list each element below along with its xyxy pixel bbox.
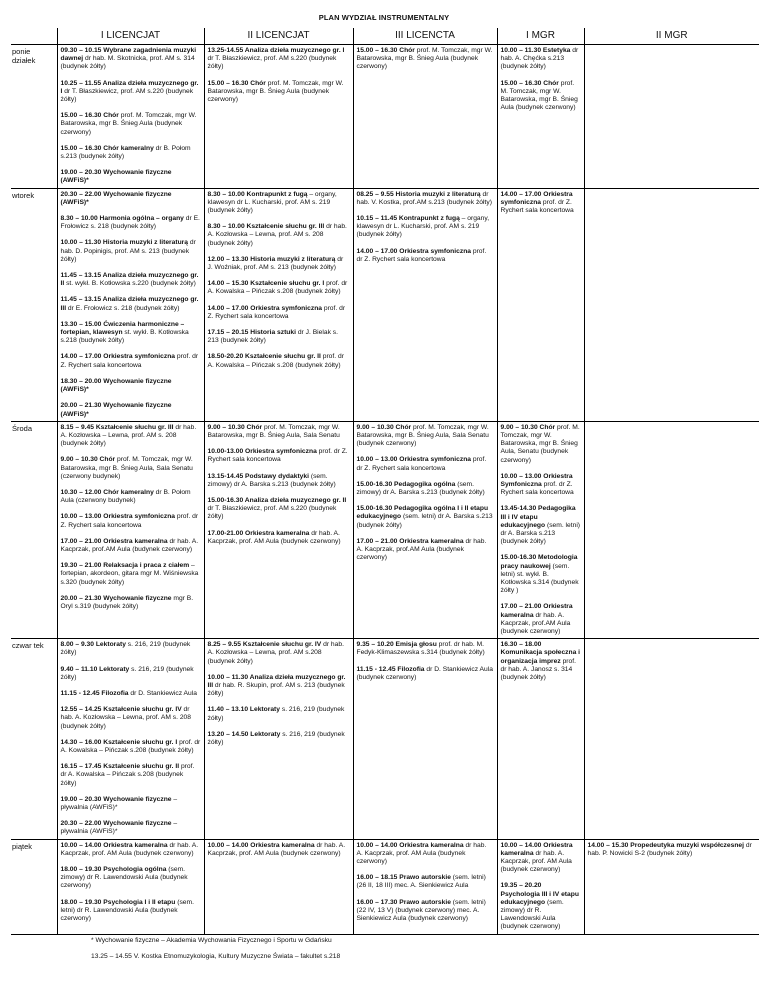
class-title: 10.00 – 11.30 Analiza dzieła muzycznego gr. III — [207, 673, 346, 689]
class-title: 11.15 - 12.45 Filozofia — [60, 689, 129, 697]
class-title: 15.00 – 16.30 Chór — [60, 112, 119, 120]
cell-i-mgr — [497, 639, 584, 839]
class-entry — [501, 505, 581, 546]
class-entry — [357, 47, 494, 72]
class-title: 16.00 – 18.15 Prawo autorskie — [356, 874, 451, 882]
class-details: dr B. Połom s.213 (budynek żółty) — [60, 144, 191, 161]
cell-i-mgr — [497, 839, 584, 934]
class-entry — [61, 239, 201, 264]
day-row — [11, 421, 759, 638]
class-title: 9.35 – 10.20 Emisja głosu — [356, 641, 437, 649]
class-title: 10.00 – 13.00 Orkiestra symfoniczna — [356, 456, 471, 464]
class-title: 09.30 – 10.15 Wybrane zagadnienia muzyki dawnej — [60, 47, 197, 63]
class-entry — [61, 489, 201, 505]
class-title: 16.00 – 17.30 Prawo autorskie — [356, 898, 451, 906]
class-title: 15.00 – 16.30 Chór — [500, 79, 559, 87]
class-title: 17.00 – 21.00 Orkiestra kameralna — [356, 537, 464, 545]
class-entry — [208, 641, 350, 666]
class-details: – fortepian, akordeon, gitara mgr M. Wiśniewska s.320 (budynek żółty) — [60, 562, 199, 586]
class-details: prof. dr Z. Rychert sala koncertowa — [356, 247, 487, 263]
class-entry — [357, 456, 494, 472]
class-details: (sem. letni) (26 II, 18 III) mec. A. Sienkiewicz Aula — [356, 874, 486, 890]
cell-i-licencjat — [57, 839, 204, 934]
class-details: dr J. Woźniak, prof. AM s. 213 (budynek żółty) — [207, 255, 344, 272]
class-entry — [61, 595, 201, 611]
class-entry — [357, 538, 494, 563]
class-title: 18.30 – 20.00 Wychowanie fizyczne (AWFiS)* — [60, 377, 172, 394]
class-title: 13.45-14.30 Pedagogika III i IV etapu edukacyjnego — [500, 505, 576, 529]
class-details: dr D. Stankiewicz Aula (budynek czerwony) — [356, 665, 493, 681]
class-entry — [61, 739, 201, 755]
class-details: dr hab. P. Nowicki S-2 (budynek żółty) — [587, 841, 752, 857]
class-entry — [208, 448, 350, 464]
class-details: st. wykł. B. Kotłowska s.218 (budynek żółty) — [60, 329, 189, 345]
class-title: 19.00 – 20.30 Wychowanie fizyczne — [60, 795, 172, 803]
class-details: dr hab. R. Skupin, prof. AM s. 213 (budynek żółty) — [207, 681, 345, 698]
class-entry — [357, 842, 494, 867]
class-title: 10.00 – 13.00 Orkiestra symfoniczna — [60, 513, 175, 521]
class-details: dr B. Połom Aula (czerwony budynek) — [60, 488, 191, 505]
cell-ii-mgr — [584, 839, 759, 934]
class-entry — [208, 842, 350, 858]
class-title: 8.15 – 9.45 Kształcenie słuchu gr. III — [60, 423, 174, 431]
class-title: 15.00 – 16.30 Chór — [356, 47, 415, 54]
class-entry — [588, 842, 757, 858]
cell-i-licencjat — [57, 639, 204, 839]
header-i-mgr: I MGR — [497, 28, 584, 45]
class-entry — [208, 353, 350, 369]
class-entry — [61, 353, 201, 369]
schedule-body — [11, 45, 759, 964]
class-details: s. 216, 219 (budynek żółty) — [207, 706, 345, 722]
class-title: 18.00 – 19.30 Psychologia I i II etapu — [60, 898, 176, 906]
cell-iii-licencjat — [353, 188, 497, 421]
class-details: dr hab. A. Kacprzak, prof.AM Aula (budynek czerwony) — [60, 537, 199, 553]
class-details: dr hab. A. Chęćka s.213 (budynek żółty) — [500, 47, 579, 71]
day-row — [11, 188, 759, 421]
day-row — [11, 839, 759, 934]
class-entry — [61, 456, 201, 481]
class-entry — [501, 424, 581, 465]
day-row — [11, 45, 759, 189]
class-details: prof. dr Z. Rychert sala koncertowa — [207, 304, 346, 320]
class-entry — [61, 145, 201, 161]
class-title: 10.15 – 11.45 Kontrapunkt z fugą — [356, 215, 460, 223]
class-details: dr hab. A. Kozłowska – Lewna, prof. AM s.208 (budynek żółty) — [207, 641, 344, 665]
class-title: 14.00 – 15.30 Propedeutyka muzyki współczesnej — [587, 841, 744, 849]
class-title: 15.00-16.30 Metodologia pracy naukowej — [500, 554, 578, 570]
class-entry — [208, 329, 350, 345]
class-entry — [501, 191, 581, 216]
class-details: dr E. Frołowicz s. 218 (budynek żółty) — [66, 304, 180, 312]
day-label: piątek — [11, 839, 57, 934]
class-entry — [357, 641, 494, 657]
class-details: dr hab. A. Kacprzak, prof. AM Aula (budynek czerwony) — [356, 841, 487, 866]
class-entry — [501, 473, 581, 498]
class-entry — [357, 874, 494, 890]
class-entry — [61, 169, 201, 185]
cell-iii-licencjat — [353, 421, 497, 638]
class-title: 10.00 – 14.00 Orkiestra kameralna — [207, 841, 315, 849]
class-details: (sem. zimowy) dr A. Barska s.213 (budynek żółty) — [207, 472, 336, 488]
class-title: 8.30 – 10.00 Kontrapunkt z fugą — [207, 190, 308, 198]
class-entry — [208, 473, 350, 489]
class-entry — [357, 248, 494, 264]
class-entry — [208, 80, 350, 105]
class-entry — [61, 402, 201, 418]
class-entry — [357, 481, 494, 497]
day-label: ponie działek — [11, 45, 57, 189]
class-details: (sem. letni) dr R. Lawendowski Aula (budynek czerwony) — [60, 898, 194, 923]
class-entry — [61, 112, 201, 137]
class-details: prof. dr Z. Rychert sala koncertowa — [500, 480, 574, 497]
class-details: dr hab. A. Kacprzak, prof. AM Aula (budynek czerwony) — [207, 841, 346, 857]
class-title: 19.00 – 20.30 Wychowanie fizyczne (AWFiS)* — [60, 169, 172, 185]
class-details: prof. dr Z. Rychert sala koncertowa — [60, 513, 199, 529]
class-title: 20.00 – 21.30 Wychowanie fizyczne (AWFiS)* — [60, 402, 172, 418]
cell-iii-licencjat — [353, 839, 497, 934]
class-entry — [208, 191, 350, 216]
class-title: 11.45 – 13.15 Analiza dzieła muzycznego gr. III — [60, 296, 199, 312]
cell-i-mgr — [497, 188, 584, 421]
class-details: dr T. Błaszkiewicz, prof. AM s.220 (budynek żółty) — [207, 505, 337, 521]
class-entry — [61, 191, 201, 207]
class-entry — [61, 513, 201, 529]
class-details: dr hab. D. Popinigis, prof. AM s. 213 (budynek żółty) — [60, 239, 196, 263]
class-title: 15.00-16.30 Pedagogika ogólna I i II etapu edukacyjnego — [356, 505, 489, 521]
header-day — [11, 28, 57, 45]
class-title: 08.25 – 9.55 Historia muzyki z literaturą — [356, 190, 481, 198]
class-title: 17.00-21.00 Orkiestra kameralna — [207, 529, 310, 537]
class-title: 10.30 – 12.00 Chór kameralny — [60, 488, 154, 496]
class-title: 8.30 – 10.00 Kształcenie słuchu gr. III — [207, 223, 325, 231]
cell-i-licencjat — [57, 188, 204, 421]
class-entry — [357, 505, 494, 530]
class-entry — [357, 666, 494, 682]
class-details: (sem. letni) dr A. Barska s.213 (budynek żółty) — [356, 513, 493, 529]
class-entry — [61, 47, 201, 72]
class-title: 20.00 – 21.30 Wychowanie fizyczne — [60, 594, 172, 602]
class-entry — [208, 280, 350, 296]
class-entry — [61, 80, 201, 105]
class-details: s. 216, 219 (budynek żółty) — [207, 730, 345, 746]
day-row — [11, 639, 759, 839]
cell-i-licencjat — [57, 45, 204, 189]
class-title: 9.40 – 11.10 Lektoraty — [60, 665, 130, 673]
page-title: PLAN WYDZIAŁ INSTRUMENTALNY — [318, 13, 450, 22]
class-title: 17.00 – 21.00 Orkiestra kameralna — [500, 603, 573, 619]
class-entry — [501, 80, 581, 113]
class-title: 19.35 – 20.20 Psychologia III i IV etapu edukacyjnego — [500, 882, 579, 906]
class-entry — [61, 899, 201, 924]
class-title: 15.00 – 16.30 Chór kameralny — [60, 144, 154, 152]
class-details: s. 216, 219 (budynek żółty) — [60, 665, 194, 681]
class-title: 10.25 – 11.55 Analiza dzieła muzycznego gr. I — [60, 79, 199, 95]
class-details: dr hab. M. Skotnicka, prof. AM s. 314 (budynek żółty) — [60, 55, 195, 71]
class-entry — [61, 763, 201, 788]
class-details: dr T. Błaszkiewicz, prof. AM s.220 (budynek żółty) — [207, 55, 337, 71]
class-title: 9.00 – 10.30 Chór — [356, 423, 412, 431]
class-entry — [208, 424, 350, 440]
class-title: 9.00 – 10.30 Chór — [500, 423, 556, 431]
class-entry — [208, 47, 350, 72]
class-entry — [208, 530, 350, 546]
class-entry — [208, 223, 350, 248]
cell-iii-licencjat — [353, 45, 497, 189]
class-details: dr E. Frołowicz s. 218 (budynek żółty) — [60, 215, 200, 231]
footnote-1: * Wychowanie fizyczne – Akademia Wychowania Fizycznego i Sportu w Gdańsku — [91, 936, 332, 944]
cell-ii-mgr — [584, 421, 759, 638]
class-details: prof. dr A. Kowalska – Pińczak s.208 (budynek żółty) — [207, 353, 344, 369]
class-details: prof. M. Tomczak, mgr W. Batarowska, mgr B. Śnieg Aula, Sala Senatu — [207, 423, 340, 439]
cell-ii-mgr — [584, 188, 759, 421]
class-entry — [357, 424, 494, 449]
class-title: 11.15 - 12.45 Filozofia — [356, 665, 425, 673]
day-label: wtorek — [11, 188, 57, 421]
class-details: prof. M. Tomczak, mgr W. Batarowska, mgr B. Śnieg Aula (budynek czerwony) — [207, 79, 344, 104]
header-ii-licencjat: II LICENCJAT — [204, 28, 353, 45]
header-row — [11, 28, 759, 45]
class-details: mgr B. Oryl s.319 (budynek żółty) — [60, 594, 194, 610]
class-details: dr D. Stankiewicz Aula — [128, 689, 197, 697]
class-title: 10.00 – 14.00 Orkiestra kameralna — [356, 841, 464, 849]
class-title: 9.00 – 10.30 Chór — [207, 423, 263, 431]
class-title: 9.00 – 10.30 Chór — [60, 456, 116, 464]
class-title: 8.30 – 10.00 Harmonia ogólna – organy — [60, 215, 184, 223]
cell-ii-licencjat — [204, 421, 353, 638]
class-title: 10.00 – 14.00 Orkiestra kameralna — [500, 841, 573, 857]
class-details: prof. M. Tomczak, mgr W. Batarowska, mgr B. Śnieg Aula (budynek czerwony) — [500, 79, 578, 112]
class-details: (sem. letni) (22 IV, 13 V) (budynek czerwony) mec. A. Sienkiewicz Aula (budynek czerwony) — [356, 898, 486, 923]
class-entry — [61, 820, 201, 836]
class-entry — [61, 424, 201, 449]
class-details: – organy, klawesyn dr L. Kucharski, prof. AM s. 219 (budynek żółty) — [356, 215, 490, 239]
class-entry — [61, 641, 201, 657]
class-title: 11.40 – 13.10 Lektoraty — [207, 706, 280, 714]
schedule-table — [11, 28, 759, 963]
class-entry — [61, 321, 201, 346]
class-entry — [208, 706, 350, 722]
class-title: 16.15 – 17.45 Kształcenie słuchu gr. II — [60, 763, 180, 771]
cell-ii-mgr — [584, 45, 759, 189]
class-details: (sem. letni) dr A. Barska s.213 (budynek żółty) — [500, 521, 581, 546]
class-entry — [61, 690, 201, 698]
class-title: 8.25 – 9.55 Kształcenie słuchu gr. IV — [207, 641, 322, 649]
class-details: prof. dr Z. Rychert sala koncertowa — [60, 353, 199, 369]
class-details: prof. dr hab. A. Janosz s. 314 (budynek żółty) — [500, 657, 576, 681]
footnotes — [11, 934, 759, 963]
footnote-row — [11, 934, 759, 963]
class-title: 14.30 – 16.00 Kształcenie słuchu gr. I — [60, 738, 178, 746]
class-entry — [61, 562, 201, 587]
class-entry — [61, 666, 201, 682]
class-title: 14.00 – 17.00 Orkiestra symfoniczna — [500, 190, 573, 206]
class-details: dr T. Błaszkiewicz, prof. AM s.220 (budynek żółty) — [60, 87, 194, 104]
class-entry — [61, 842, 201, 858]
class-details: dr hab. V. Kostka, prof.AM s.213 (budynek żółty) — [356, 190, 492, 206]
class-details: – organy, klawesyn dr L. Kucharski, prof. AM s. 219 (budynek żółty) — [207, 190, 337, 215]
class-details: prof. M. Tomczak, mgr W. Batarowska, mgr B. Śnieg Aula, Sala Senatu (czerwony budynek) — [60, 456, 193, 480]
class-entry — [61, 796, 201, 812]
class-title: 11.45 – 13.15 Analiza dzieła muzycznego gr. II — [60, 272, 199, 288]
cell-i-mgr — [497, 45, 584, 189]
class-entry — [501, 842, 581, 875]
class-entry — [208, 674, 350, 699]
class-details: dr hab. A. Kacprzak, prof.AM Aula (budynek czerwony) — [356, 537, 487, 562]
class-title: 14.00 – 17.00 Orkiestra symfoniczna — [356, 247, 471, 255]
class-entry — [501, 47, 581, 72]
class-title: 18.50-20.20 Kształcenie słuchu gr. II — [207, 353, 321, 361]
class-details: dr hab. A. Kozłowska – Lewna, prof. AM s. 208 (budynek żółty) — [207, 223, 347, 247]
class-details: prof. M. Tomczak, mgr W. Batarowska, mgr B. Śnieg Aula, Sala Senatu (budynek czerwony) — [356, 423, 489, 448]
class-details: (sem. zimowy) dr A. Barska s.213 (budynek żółty) — [356, 480, 485, 496]
class-entry — [357, 191, 494, 207]
class-details: prof. dr A. Kowalska – Pińczak s.208 (budynek żółty) — [207, 280, 348, 296]
class-title: 19.30 – 21.00 Relaksacja i praca z ciałem — [60, 562, 190, 570]
class-details: s. 216, 219 (budynek żółty) — [60, 641, 191, 657]
class-title: 12.55 – 14.25 Kształcenie słuchu gr. IV — [60, 706, 182, 714]
class-title: 15.00-16.30 Pedagogika ogólna — [356, 480, 456, 488]
class-details: prof. dr A. Kowalska – Pińczak s.208 (budynek żółty) — [60, 763, 195, 787]
class-title: 13.30 – 15.00 Ćwiczenia harmoniczne – fortepian, klawesyn — [60, 320, 185, 337]
class-title: 17.00 – 21.00 Orkiestra kameralna — [60, 537, 168, 545]
class-title: 16.30 – 18.00 Komunikacja społeczna i organizacja imprez — [500, 641, 581, 665]
class-title: 10.00 – 11.30 Estetyka — [500, 47, 571, 54]
cell-ii-licencjat — [204, 45, 353, 189]
class-details: – pływalnia (AWFiS)* — [60, 820, 178, 836]
class-details: prof. dr A. Kowalska – Pińczak s.208 (budynek żółty) — [60, 738, 201, 754]
header-i-licencjat: I LICENCJAT — [57, 28, 204, 45]
class-title: 13.15-14.45 Podstawy dydaktyki — [207, 472, 309, 480]
header-iii-licencjat: III LICENCTA — [353, 28, 497, 45]
day-label: Środa — [11, 421, 57, 638]
class-title: 10.00 – 11.30 Historia muzyki z literaturą — [60, 239, 188, 247]
cell-ii-licencjat — [204, 839, 353, 934]
class-entry — [208, 305, 350, 321]
class-title: 10.00 – 14.00 Orkiestra kameralna — [60, 841, 168, 849]
class-entry — [357, 899, 494, 924]
class-title: 20.30 – 22.00 Wychowanie fizyczne — [60, 820, 172, 828]
cell-ii-licencjat — [204, 639, 353, 839]
class-entry — [208, 256, 350, 272]
class-details: dr hab. A. Kacprzak, prof.AM Aula (budynek czerwony) — [500, 611, 571, 635]
class-details: dr hab. A. Kacprzak, prof. AM Aula (budynek czerwony) — [500, 849, 572, 874]
class-details: prof. M. Tomczak, mgr W. Batarowska, mgr B. Śnieg Aula, Senatu (budynek czerwony) — [500, 423, 580, 464]
class-entry — [501, 641, 581, 682]
class-details: (sem. zimowy) dr R. Lawendowski Aula (budynek czerwony) — [60, 866, 188, 890]
class-title: 15.00-16.30 Analiza dzieła muzycznego gr. II — [207, 496, 347, 504]
class-entry — [61, 296, 201, 312]
class-details: prof. M. Tomczak, mgr W. Batarowska, mgr B. Śnieg Aula (budynek czerwony) — [356, 47, 493, 71]
class-details: dr hab. A. Kacprzak, prof. AM Aula (budynek czerwony) — [207, 529, 341, 545]
class-title: 10.00-13.00 Orkiestra symfoniczna — [207, 448, 317, 456]
class-details: prof. dr Z. Rychert sala koncertowa — [207, 448, 348, 464]
class-entry — [357, 215, 494, 240]
class-entry — [61, 866, 201, 891]
class-details: st. wykł. B. Kotłowska s.220 (budynek żółty) — [64, 280, 196, 288]
class-entry — [61, 538, 201, 554]
class-details: prof. dr Z. Rychert sala koncertowa — [356, 456, 487, 472]
class-title: 14.00 – 17.00 Orkiestra symfoniczna — [60, 353, 175, 361]
class-details: prof. dr hab. M. Fedyk-Klimaszewska s.314 (budynek żółty) — [356, 641, 485, 657]
class-title: 15.00 – 16.30 Chór — [207, 79, 266, 87]
cell-ii-mgr — [584, 639, 759, 839]
class-entry — [501, 603, 581, 636]
class-title: 18.00 – 19.30 Psychologia ogólna — [60, 866, 167, 874]
class-title: 13.20 – 14.50 Lektoraty — [207, 730, 281, 738]
class-entry — [501, 554, 581, 595]
class-details: (sem. letni) st. wykł. B. Kotłowska s.314 (budynek żółty ) — [500, 562, 579, 595]
footnote-2: 13.25 – 14.55 V. Kostka Etnomuzykologia, Kultury Muzyczne Świata – fakultet s.218 — [91, 952, 341, 960]
class-title: 20.30 – 22.00 Wychowanie fizyczne (AWFiS)* — [60, 190, 172, 206]
header-ii-mgr: II MGR — [584, 28, 759, 45]
class-entry — [501, 882, 581, 931]
class-entry — [61, 706, 201, 731]
cell-i-licencjat — [57, 421, 204, 638]
cell-i-mgr — [497, 421, 584, 638]
class-title: 10.00 – 13.00 Orkiestra Symfoniczna — [500, 472, 573, 488]
cell-iii-licencjat — [353, 639, 497, 839]
class-title: 17.15 – 20.15 Historia sztuki — [207, 329, 296, 337]
class-details: dr J. Bielak s. 213 (budynek żółty) — [207, 329, 338, 345]
class-entry — [61, 378, 201, 394]
class-title: 8.00 – 9.30 Lektoraty — [60, 641, 126, 649]
class-details: prof. M. Tomczak, mgr W. Batarowska, mgr B. Śnieg Aula (budynek czerwony) — [60, 112, 197, 136]
class-title: 12.00 – 13.30 Historia muzyki z literaturą — [207, 255, 336, 263]
day-label: czwar tek — [11, 639, 57, 839]
class-entry — [208, 731, 350, 747]
class-entry — [61, 215, 201, 231]
class-entry — [208, 497, 350, 522]
class-details: – pływalnia (AWFiS)* — [60, 795, 178, 812]
class-details: prof. dr Z. Rychert sala koncertowa — [500, 198, 574, 215]
class-details: dr hab. A. Kozłowska – Lewna, prof. AM s. 208 (budynek żółty) — [60, 706, 191, 730]
class-details: (sem. zimowy) dr R. Lawendowski Aula (budynek czerwony) — [500, 898, 564, 931]
class-title: 14.00 – 15.30 Kształcenie słuchu gr. I — [207, 280, 325, 288]
class-title: 13.25-14.55 Analiza dzieła muzycznego gr. I — [207, 47, 345, 54]
class-title: 14.00 – 17.00 Orkiestra symfoniczna — [207, 304, 322, 312]
cell-ii-licencjat — [204, 188, 353, 421]
class-entry — [61, 272, 201, 288]
class-details: dr hab. A. Kacprzak, prof. AM Aula (budynek czerwony) — [60, 841, 199, 857]
class-details: dr hab. A. Kozłowska – Lewna, prof. AM s. 208 (budynek żółty) — [60, 423, 197, 448]
